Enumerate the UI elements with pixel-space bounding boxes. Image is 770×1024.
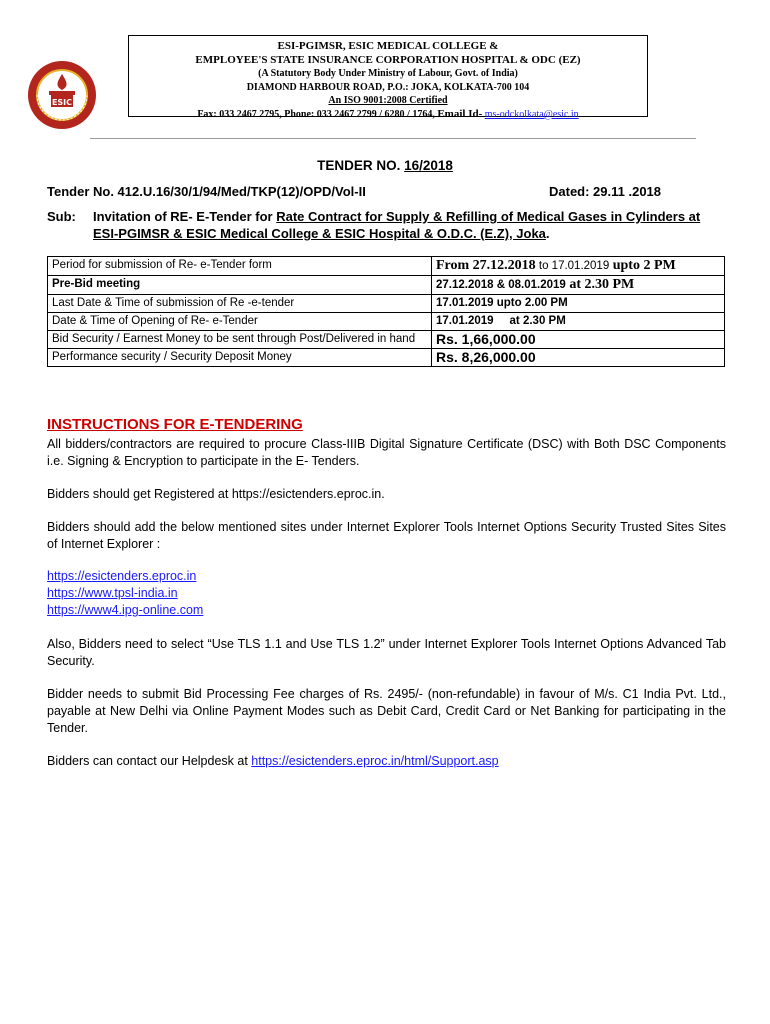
prebid-dates: 27.12.2018 & 08.01.2019 [436, 279, 566, 291]
subject-suffix: . [545, 226, 550, 241]
instructions-paragraph-3: Bidders should add the below mentioned sites under Internet Explorer Tools Internet Options Security Trusted Sites Sites of Internet Explorer : [47, 520, 726, 551]
row-value [432, 257, 725, 276]
letterhead-line-2: EMPLOYEE'S STATE INSURANCE CORPORATION HOSPITAL & ODC (EZ) [195, 53, 581, 66]
row-label: Period for submission of Re- e-Tender form [48, 257, 432, 276]
letterhead-box [128, 35, 648, 120]
instructions-paragraph-2: Bidders should get Registered at https://esictenders.eproc.in. [47, 487, 385, 501]
table-row [48, 313, 725, 331]
subject-label: Sub: [47, 209, 76, 224]
period-upto: upto 2 PM [609, 258, 676, 273]
row-label: Last Date & Time of submission of Re -e-tender [48, 295, 432, 313]
table-row [48, 295, 725, 313]
instructions-paragraph-1: All bidders/contractors are required to procure Class-IIIB Digital Signature Certificate (DSC) with Both DSC Components i.e. Signing & Encryption to participate in the E- Tenders. [47, 437, 726, 468]
instructions-paragraph-6 [47, 753, 726, 770]
tender-number: 16/2018 [404, 158, 453, 173]
row-value: 17.01.2019 at 2.30 PM [432, 313, 725, 331]
period-from: From 27.12.2018 [436, 258, 536, 273]
trusted-site-link-2[interactable]: https://www.tpsl-india.in [47, 586, 178, 600]
instructions-paragraph-4: Also, Bidders need to select “Use TLS 1.1 and Use TLS 1.2” under Internet Explorer Tools Internet Options Advanced Tab Security. [47, 637, 726, 668]
table-row [48, 276, 725, 295]
trusted-site-link-3[interactable]: https://www4.ipg-online.com [47, 603, 204, 617]
tender-date: Dated: 29.11 .2018 [549, 184, 662, 199]
tender-title-prefix: TENDER NO. [317, 158, 405, 173]
contact-numbers: Fax: 033 2467 2795, Phone: 033 2467 2799 / 6280 / 1764, [197, 108, 435, 120]
table-row [48, 257, 725, 276]
row-label: Date & Time of Opening of Re- e-Tender [48, 313, 432, 331]
row-label: Pre-Bid meeting [48, 276, 432, 295]
tender-reference: Tender No. 412.U.16/30/1/94/Med/TKP(12)/OPD/Vol-II [47, 184, 366, 199]
logo-text: ESIC [51, 98, 73, 107]
letterhead-line-4: DIAMOND HARBOUR ROAD, P.O.: JOKA, KOLKATA-700 104 [246, 81, 530, 93]
tender-title [0, 158, 770, 173]
helpdesk-link[interactable]: https://esictenders.eproc.in/html/Support.asp [251, 754, 499, 768]
helpdesk-prefix: Bidders can contact our Helpdesk at [47, 754, 252, 768]
instructions-heading: INSTRUCTIONS FOR E-TENDERING [47, 416, 303, 433]
letterhead-iso: An ISO 9001:2008 Certified [328, 95, 448, 106]
instructions-paragraph-5: Bidder needs to submit Bid Processing Fee charges of Rs. 2495/- (non-refundable) in favour of M/s. C1 India Pvt. Ltd., payable at New Delhi via Online Payment Modes such as Debit Card, Credit Card or Net Banking for participating in the Tender. [47, 687, 726, 735]
subject-prefix: Invitation of RE- E-Tender for [93, 209, 277, 224]
header-divider [90, 138, 696, 139]
email-label: Email Id- [437, 107, 483, 120]
row-label: Bid Security / Earnest Money to be sent through Post/Delivered in hand [48, 331, 432, 349]
table-row [48, 331, 725, 349]
row-label: Performance security / Security Deposit Money [48, 349, 432, 367]
esic-logo [27, 60, 97, 130]
prebid-time: at 2.30 PM [565, 277, 635, 292]
letterhead-line-3: (A Statutory Body Under Ministry of Labour, Govt. of India) [258, 68, 518, 79]
row-value: Rs. 8,26,000.00 [432, 349, 725, 367]
row-value [432, 276, 725, 295]
subject-underlined: Rate Contract for Supply & Refilling of Medical Gases in Cylinders at ESI-PGIMSR & ESIC Medical College & ESIC Hospital & O.D.C. (E.Z), Joka [93, 209, 701, 241]
period-to: to 17.01.2019 [535, 260, 610, 272]
letterhead-line-1: ESI-PGIMSR, ESIC MEDICAL COLLEGE & [277, 40, 499, 52]
trusted-sites-list [47, 568, 203, 619]
tender-schedule-table [47, 256, 725, 367]
trusted-site-link-1[interactable]: https://esictenders.eproc.in [47, 569, 197, 583]
subject-text [93, 208, 725, 242]
email-link[interactable]: ms-odckolkata@esic.in [484, 108, 579, 120]
letterhead-contact [129, 108, 647, 122]
row-value: 17.01.2019 upto 2.00 PM [432, 295, 725, 313]
table-row [48, 349, 725, 367]
row-value: Rs. 1,66,000.00 [432, 331, 725, 349]
